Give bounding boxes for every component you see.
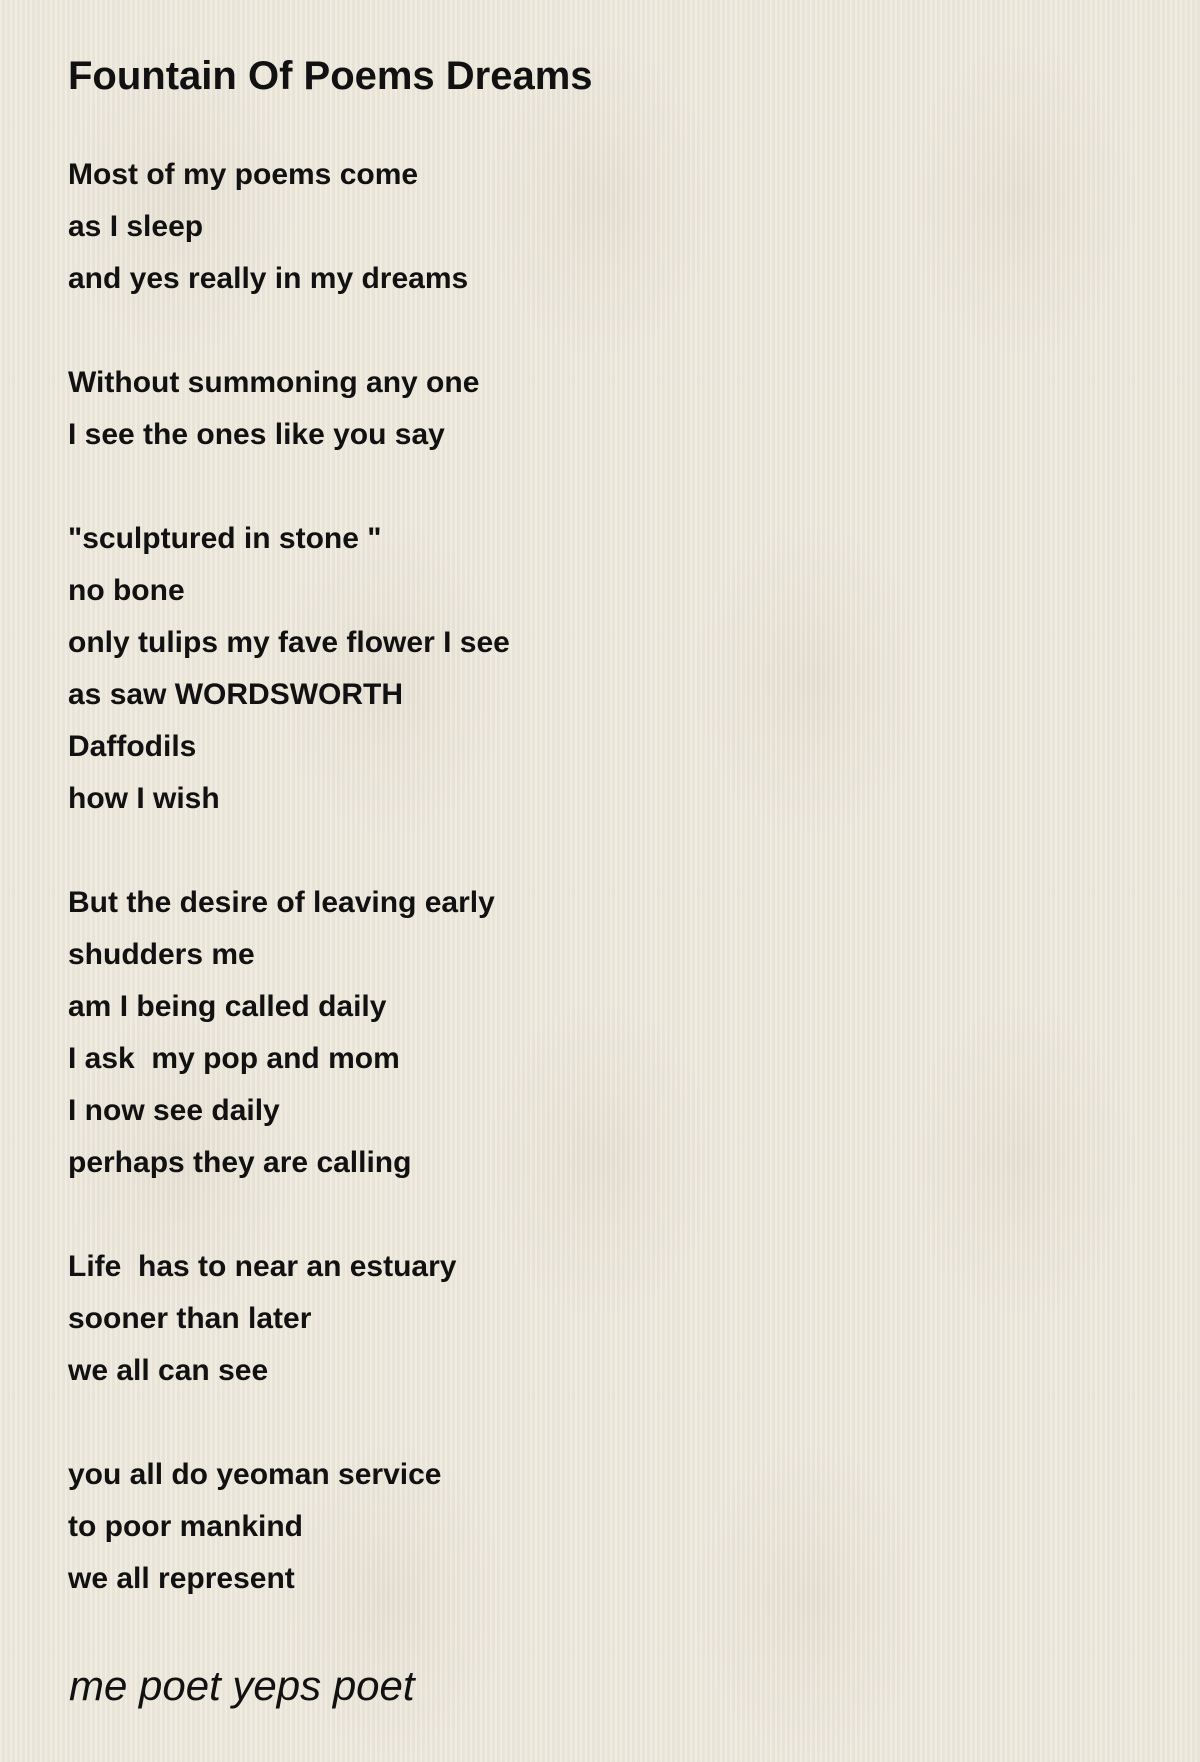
- poem-line: as saw WORDSWORTH: [68, 678, 404, 711]
- poem-line: to poor mankind: [68, 1510, 303, 1543]
- poem-line: I ask my pop and mom: [68, 1042, 400, 1075]
- poem-line: we all represent: [68, 1562, 295, 1595]
- stanza-1: [68, 149, 1068, 305]
- poem-line: Life has to near an estuary: [68, 1250, 457, 1283]
- poem-line: we all can see: [68, 1354, 269, 1387]
- stanza-3: [68, 513, 1068, 825]
- stanza-5: [68, 1241, 1068, 1397]
- poem-line: and yes really in my dreams: [68, 262, 469, 295]
- poem-line: am I being called daily: [68, 990, 387, 1023]
- poem-line: as I sleep: [68, 210, 204, 243]
- poem-line: "sculptured in stone ": [68, 522, 382, 555]
- stanza-6: [68, 1449, 1068, 1605]
- poem-line: Without summoning any one: [68, 366, 480, 399]
- poem-body: [68, 149, 1068, 1657]
- stanza-4: [68, 877, 1068, 1189]
- stanza-2: [68, 357, 1068, 461]
- poem-line: I see the ones like you say: [68, 418, 445, 451]
- poem-line: But the desire of leaving early: [68, 886, 495, 919]
- poem-line: Daffodils: [68, 730, 197, 763]
- poem-line: shudders me: [68, 938, 255, 971]
- poem-author: me poet yeps poet: [69, 1662, 415, 1709]
- poem-line: I now see daily: [68, 1094, 280, 1127]
- poem-line: only tulips my fave flower I see: [68, 626, 510, 659]
- poem-title: Fountain Of Poems Dreams: [68, 54, 593, 98]
- poem-line: perhaps they are calling: [68, 1146, 412, 1179]
- poem-line: you all do yeoman service: [68, 1458, 442, 1491]
- poem-line: sooner than later: [68, 1302, 312, 1335]
- poem-line: how I wish: [68, 782, 220, 815]
- poem-line: no bone: [68, 574, 185, 607]
- poem-line: Most of my poems come: [68, 158, 419, 191]
